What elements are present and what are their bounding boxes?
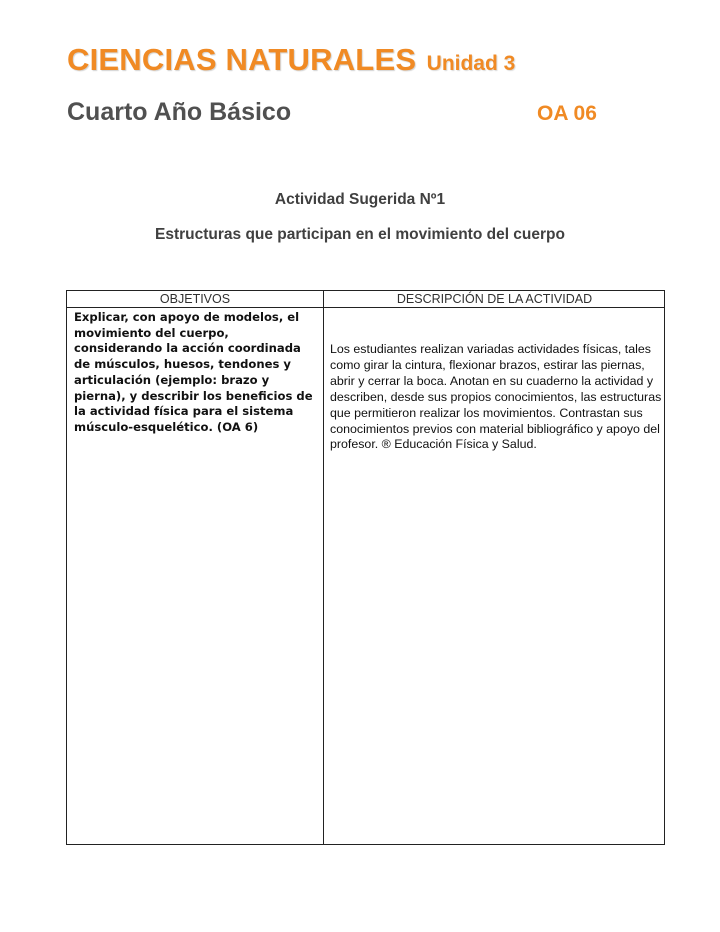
description-header: DESCRIPCIÓN DE LA ACTIVIDAD: [396, 292, 593, 306]
activity-subtitle: Estructuras que participan en el movimiento del cuerpo: [155, 226, 565, 243]
document-title: [67, 42, 515, 78]
header-divider: [67, 307, 664, 308]
column-divider: [323, 291, 324, 844]
description-text: Los estudiantes realizan variadas actividades físicas, tales como girar la cintura, flexionar brazos, estirar las piernas, abrir y cerrar la boca. Anotan en su cuaderno la actividad y describen, desde sus propios conocimientos, las estructuras que permitieron realizar los movimientos. Contrastan sus conocimientos previos con material bibliográfico y apoyo del profesor. ® Educación Física y Salud.: [330, 342, 662, 452]
grade-level: Cuarto Año Básico: [67, 98, 292, 126]
oa-code: OA 06: [537, 102, 597, 125]
objectives-header: OBJETIVOS: [159, 292, 231, 306]
objective-text: Explicar, con apoyo de modelos, el movimiento del cuerpo, considerando la acción coordinada de músculos, huesos, tendones y articulación (ejemplo: brazo y pierna), y describir los beneficios de la actividad física para el sistema músculo-esquelético. (OA 6): [74, 310, 313, 434]
activity-table: [66, 290, 665, 845]
subject-title: CIENCIAS NATURALES: [67, 42, 417, 77]
unit-label: Unidad 3: [426, 52, 516, 75]
activity-title: Actividad Sugerida Nº1: [274, 191, 446, 208]
